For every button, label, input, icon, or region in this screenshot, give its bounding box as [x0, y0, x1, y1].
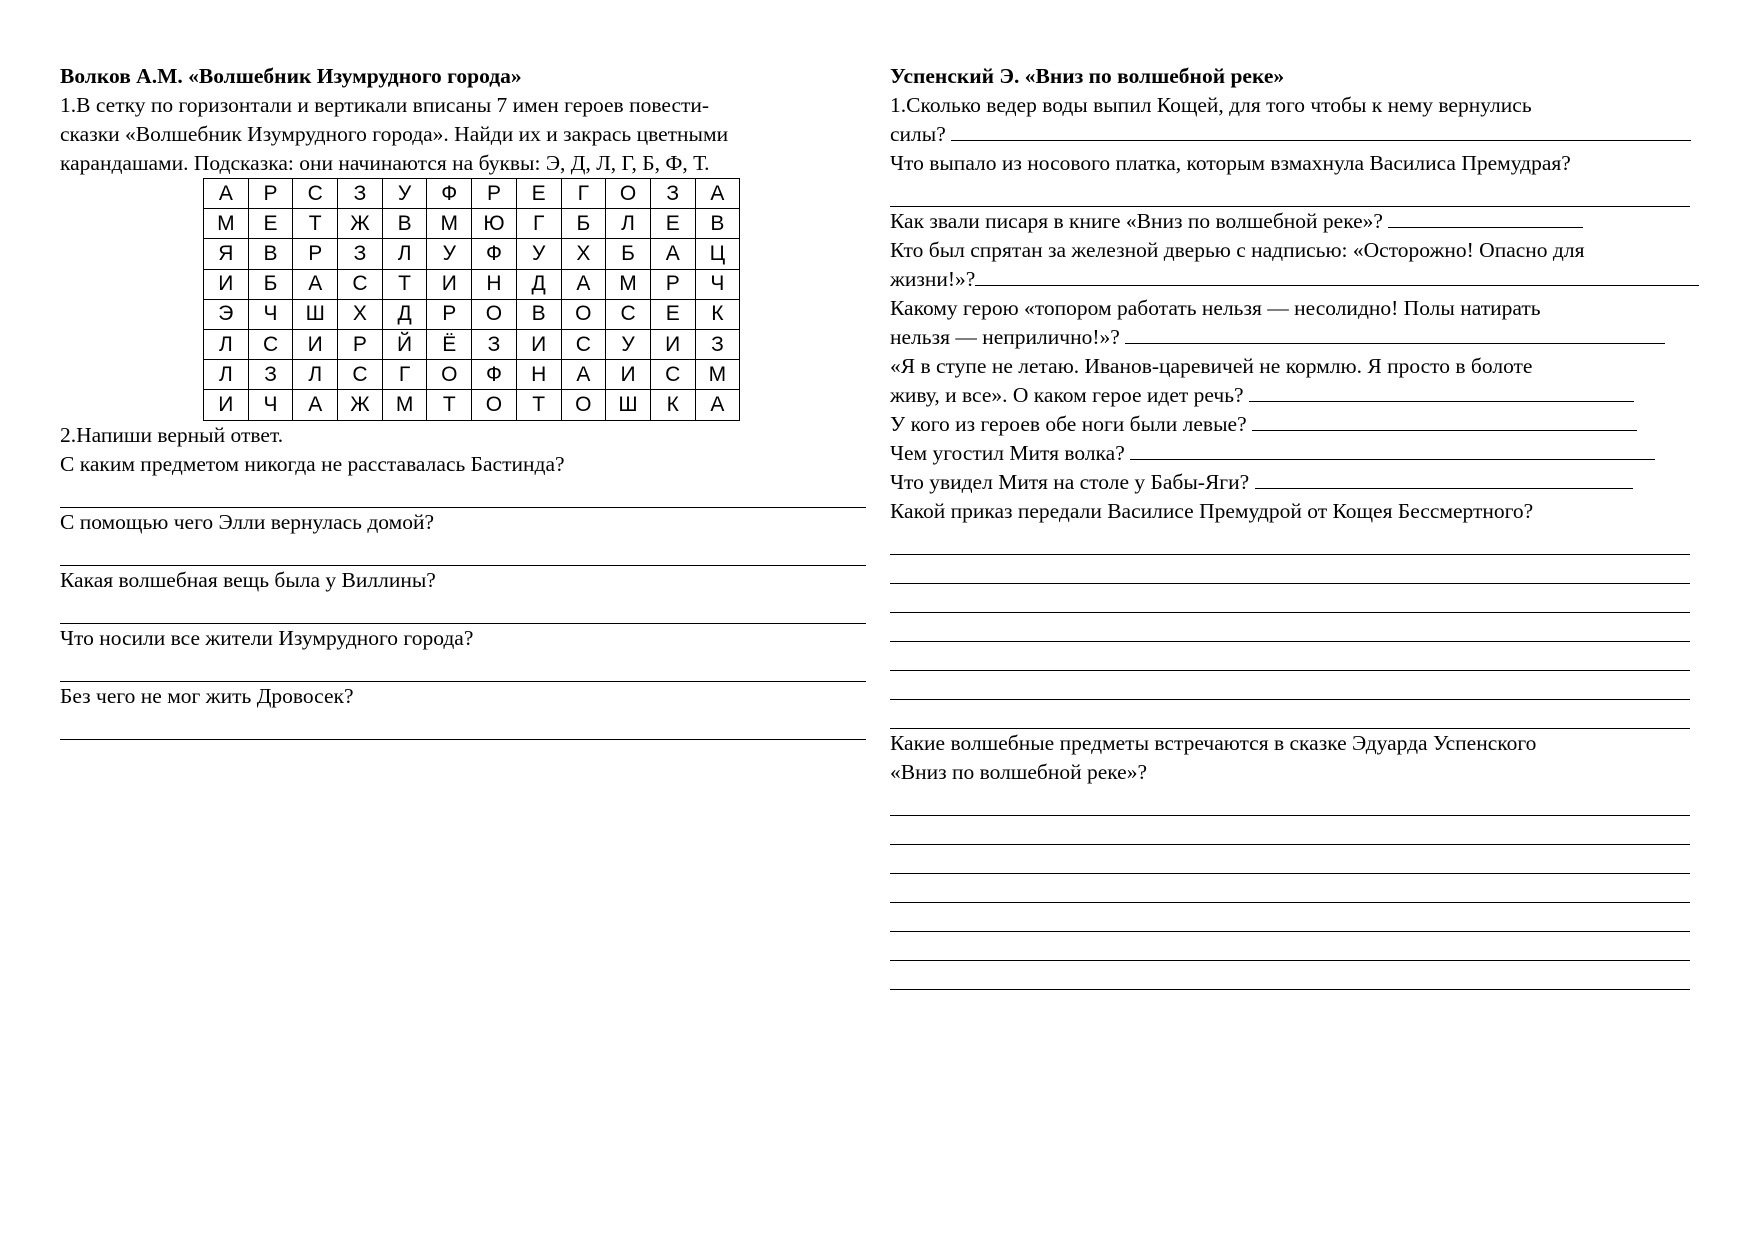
q6-row: [890, 381, 1708, 410]
answer-line[interactable]: [890, 642, 1690, 671]
q8-text: Чем угостил Митя волка?: [890, 441, 1125, 465]
question-villina: Какая волшебная вещь была у Виллины?: [60, 567, 436, 592]
grid-row: [204, 360, 740, 390]
answer-line[interactable]: [1130, 439, 1655, 460]
grid-cell[interactable]: У: [606, 329, 651, 359]
q6-text-2: живу, и все». О каком герое идет речь?: [890, 383, 1244, 407]
grid-cell[interactable]: Ф: [427, 179, 472, 209]
grid-cell[interactable]: Л: [204, 329, 249, 359]
q5-row: [890, 323, 1708, 352]
grid-cell[interactable]: М: [695, 360, 740, 390]
grid-cell[interactable]: Н: [516, 360, 561, 390]
grid-cell[interactable]: Ч: [248, 299, 293, 329]
grid-row: [204, 209, 740, 239]
grid-row: [204, 299, 740, 329]
grid-cell[interactable]: Г: [561, 179, 606, 209]
task1-line-2: сказки «Волшебник Изумрудного города». Найди их и закрась цветными: [60, 122, 729, 146]
grid-cell[interactable]: З: [472, 329, 517, 359]
word-search-grid: [203, 178, 740, 421]
grid-cell[interactable]: А: [695, 390, 740, 420]
answer-line[interactable]: [890, 816, 1690, 845]
grid-cell[interactable]: В: [248, 239, 293, 269]
right-title: Успенский Э. «Вниз по волшебной реке»: [890, 64, 1285, 88]
grid-cell[interactable]: У: [516, 239, 561, 269]
answer-line[interactable]: [1249, 381, 1634, 402]
q1-answer-row: [890, 120, 1708, 149]
grid-cell[interactable]: Е: [516, 179, 561, 209]
grid-row: [204, 179, 740, 209]
task1-line-1: 1.В сетку по горизонтали и вертикали вписаны 7 имен героев повести-: [60, 93, 710, 117]
grid-cell[interactable]: Л: [382, 239, 427, 269]
q5-text-1: Какому герою «топором работать нельзя — несолидно! Полы натирать: [890, 296, 1541, 320]
q7-row: [890, 410, 1708, 439]
grid-cell[interactable]: О: [561, 390, 606, 420]
grid-cell[interactable]: И: [516, 329, 561, 359]
grid-cell[interactable]: А: [695, 179, 740, 209]
grid-cell[interactable]: И: [427, 269, 472, 299]
answer-line[interactable]: [60, 537, 866, 566]
grid-cell[interactable]: З: [650, 179, 695, 209]
answer-line[interactable]: [890, 845, 1690, 874]
q1-text-2: силы?: [890, 122, 946, 146]
grid-cell[interactable]: Т: [382, 269, 427, 299]
grid-cell[interactable]: Г: [516, 209, 561, 239]
q8-row: [890, 439, 1708, 468]
answer-line[interactable]: [890, 584, 1690, 613]
answer-line[interactable]: [890, 874, 1690, 903]
grid-cell[interactable]: С: [338, 360, 383, 390]
grid-cell[interactable]: Я: [204, 239, 249, 269]
answer-line[interactable]: [1252, 410, 1637, 431]
grid-cell[interactable]: С: [606, 299, 651, 329]
answer-line[interactable]: [1255, 468, 1633, 489]
grid-cell[interactable]: З: [338, 179, 383, 209]
grid-row: [204, 239, 740, 269]
grid-cell[interactable]: А: [204, 179, 249, 209]
answer-line[interactable]: [890, 178, 1690, 207]
answer-line[interactable]: [60, 711, 866, 740]
answer-line[interactable]: [890, 613, 1690, 642]
grid-cell[interactable]: В: [516, 299, 561, 329]
grid-cell[interactable]: Х: [338, 299, 383, 329]
q4-row: [890, 265, 1708, 294]
grid-cell[interactable]: К: [695, 299, 740, 329]
grid-cell[interactable]: Ж: [338, 209, 383, 239]
answer-line[interactable]: [890, 903, 1690, 932]
grid-cell[interactable]: Б: [248, 269, 293, 299]
right-column: [890, 62, 1708, 990]
grid-cell[interactable]: С: [293, 179, 338, 209]
grid-cell[interactable]: Р: [650, 269, 695, 299]
answer-line[interactable]: [60, 653, 866, 682]
grid-cell[interactable]: А: [293, 269, 338, 299]
grid-cell[interactable]: З: [695, 329, 740, 359]
grid-cell[interactable]: С: [248, 329, 293, 359]
grid-cell[interactable]: М: [382, 390, 427, 420]
q6-text-1: «Я в ступе не летаю. Иванов-царевичей не кормлю. Я просто в болоте: [890, 354, 1533, 378]
grid-cell[interactable]: И: [606, 360, 651, 390]
q3-row: [890, 207, 1708, 236]
answer-line[interactable]: [890, 555, 1690, 584]
grid-cell[interactable]: Т: [516, 390, 561, 420]
question-citizens: Что носили все жители Изумрудного города?: [60, 625, 474, 650]
grid-cell[interactable]: И: [204, 269, 249, 299]
grid-cell[interactable]: А: [293, 390, 338, 420]
q7-text: У кого из героев обе ноги были левые?: [890, 412, 1247, 436]
q11-text-2: «Вниз по волшебной реке»?: [890, 760, 1148, 784]
q2-text: Что выпало из носового платка, которым взмахнула Василиса Премудрая?: [890, 151, 1571, 175]
grid-cell[interactable]: Й: [382, 329, 427, 359]
grid-cell[interactable]: Х: [561, 239, 606, 269]
grid-cell[interactable]: А: [561, 360, 606, 390]
grid-cell[interactable]: Д: [516, 269, 561, 299]
grid-cell[interactable]: Ш: [293, 299, 338, 329]
grid-cell[interactable]: И: [204, 390, 249, 420]
grid-cell[interactable]: С: [338, 269, 383, 299]
grid-cell[interactable]: Ф: [472, 239, 517, 269]
grid-cell[interactable]: В: [695, 209, 740, 239]
q9-text: Что увидел Митя на столе у Бабы-Яги?: [890, 470, 1250, 494]
answer-line[interactable]: [1388, 207, 1583, 228]
q3-text: Как звали писаря в книге «Вниз по волшебной реке»?: [890, 209, 1383, 233]
grid-cell[interactable]: У: [427, 239, 472, 269]
grid-cell[interactable]: Р: [338, 329, 383, 359]
question-bastinda: С каким предметом никогда не расставалась Бастинда?: [60, 451, 565, 476]
grid-row: [204, 269, 740, 299]
grid-cell[interactable]: Э: [204, 299, 249, 329]
grid-cell[interactable]: Р: [248, 179, 293, 209]
q11-text-1: Какие волшебные предметы встречаются в сказке Эдуарда Успенского: [890, 731, 1537, 755]
grid-cell[interactable]: Е: [650, 299, 695, 329]
answer-line[interactable]: [890, 787, 1690, 816]
grid-cell[interactable]: А: [650, 239, 695, 269]
answer-line[interactable]: [890, 671, 1690, 700]
q5-text-2: нельзя — неприлично!»?: [890, 325, 1120, 349]
grid-cell[interactable]: Р: [472, 179, 517, 209]
grid-cell[interactable]: Ф: [472, 360, 517, 390]
answer-line[interactable]: [890, 932, 1690, 961]
task2-title: 2.Напиши верный ответ.: [60, 422, 284, 447]
grid-cell[interactable]: З: [248, 360, 293, 390]
task1-line-3: карандашами. Подсказка: они начинаются на буквы: Э, Д, Л, Г, Б, Ф, Т.: [60, 151, 710, 175]
q4-text-1: Кто был спрятан за железной дверью с надписью: «Осторожно! Опасно для: [890, 238, 1585, 262]
answer-line[interactable]: [890, 526, 1690, 555]
answer-line[interactable]: [60, 479, 866, 508]
grid-cell[interactable]: О: [427, 360, 472, 390]
grid-cell[interactable]: Ю: [472, 209, 517, 239]
grid-cell[interactable]: О: [561, 299, 606, 329]
grid-cell[interactable]: Р: [427, 299, 472, 329]
grid-cell[interactable]: Т: [293, 209, 338, 239]
grid-cell[interactable]: Н: [472, 269, 517, 299]
q10-text: Какой приказ передали Василисе Премудрой от Кощея Бессмертного?: [890, 499, 1534, 523]
grid-cell[interactable]: Ч: [695, 269, 740, 299]
left-title: Волков А.М. «Волшебник Изумрудного города»: [60, 64, 522, 88]
grid-cell[interactable]: Ш: [606, 390, 651, 420]
grid-cell[interactable]: В: [382, 209, 427, 239]
grid-cell[interactable]: М: [204, 209, 249, 239]
grid-cell[interactable]: Л: [606, 209, 651, 239]
grid-cell[interactable]: Л: [293, 360, 338, 390]
grid-cell[interactable]: Б: [561, 209, 606, 239]
grid-cell[interactable]: Б: [606, 239, 651, 269]
grid-cell[interactable]: Г: [382, 360, 427, 390]
grid-cell[interactable]: У: [382, 179, 427, 209]
grid-cell[interactable]: О: [472, 390, 517, 420]
grid-cell[interactable]: Е: [248, 209, 293, 239]
left-column: [60, 62, 866, 740]
answer-line[interactable]: [1125, 323, 1665, 344]
grid-cell[interactable]: Р: [293, 239, 338, 269]
grid-cell[interactable]: Ж: [338, 390, 383, 420]
grid-cell[interactable]: И: [293, 329, 338, 359]
answer-line[interactable]: [890, 961, 1690, 990]
answer-line[interactable]: [60, 595, 866, 624]
grid-cell[interactable]: С: [650, 360, 695, 390]
grid-cell[interactable]: О: [606, 179, 651, 209]
grid-cell[interactable]: О: [472, 299, 517, 329]
grid-cell[interactable]: Л: [204, 360, 249, 390]
grid-cell[interactable]: М: [427, 209, 472, 239]
question-woodman: Без чего не мог жить Дровосек?: [60, 683, 354, 708]
q4-text-2: жизни!»?: [890, 267, 976, 291]
grid-cell[interactable]: Д: [382, 299, 427, 329]
grid-cell[interactable]: Ч: [248, 390, 293, 420]
grid-row: [204, 390, 740, 420]
q1-text-1: 1.Сколько ведер воды выпил Кощей, для того чтобы к нему вернулись: [890, 93, 1532, 117]
grid-cell[interactable]: К: [650, 390, 695, 420]
grid-cell[interactable]: Ц: [695, 239, 740, 269]
answer-line[interactable]: [951, 120, 1691, 141]
grid-cell[interactable]: М: [606, 269, 651, 299]
grid-cell[interactable]: Т: [427, 390, 472, 420]
q9-row: [890, 468, 1708, 497]
grid-cell[interactable]: И: [650, 329, 695, 359]
grid-cell[interactable]: З: [338, 239, 383, 269]
grid-cell[interactable]: С: [561, 329, 606, 359]
answer-line[interactable]: [975, 265, 1699, 286]
grid-cell[interactable]: Е: [650, 209, 695, 239]
question-elli: С помощью чего Элли вернулась домой?: [60, 509, 435, 534]
answer-line[interactable]: [890, 700, 1690, 729]
grid-cell[interactable]: Ё: [427, 329, 472, 359]
grid-cell[interactable]: А: [561, 269, 606, 299]
grid-row: [204, 329, 740, 359]
